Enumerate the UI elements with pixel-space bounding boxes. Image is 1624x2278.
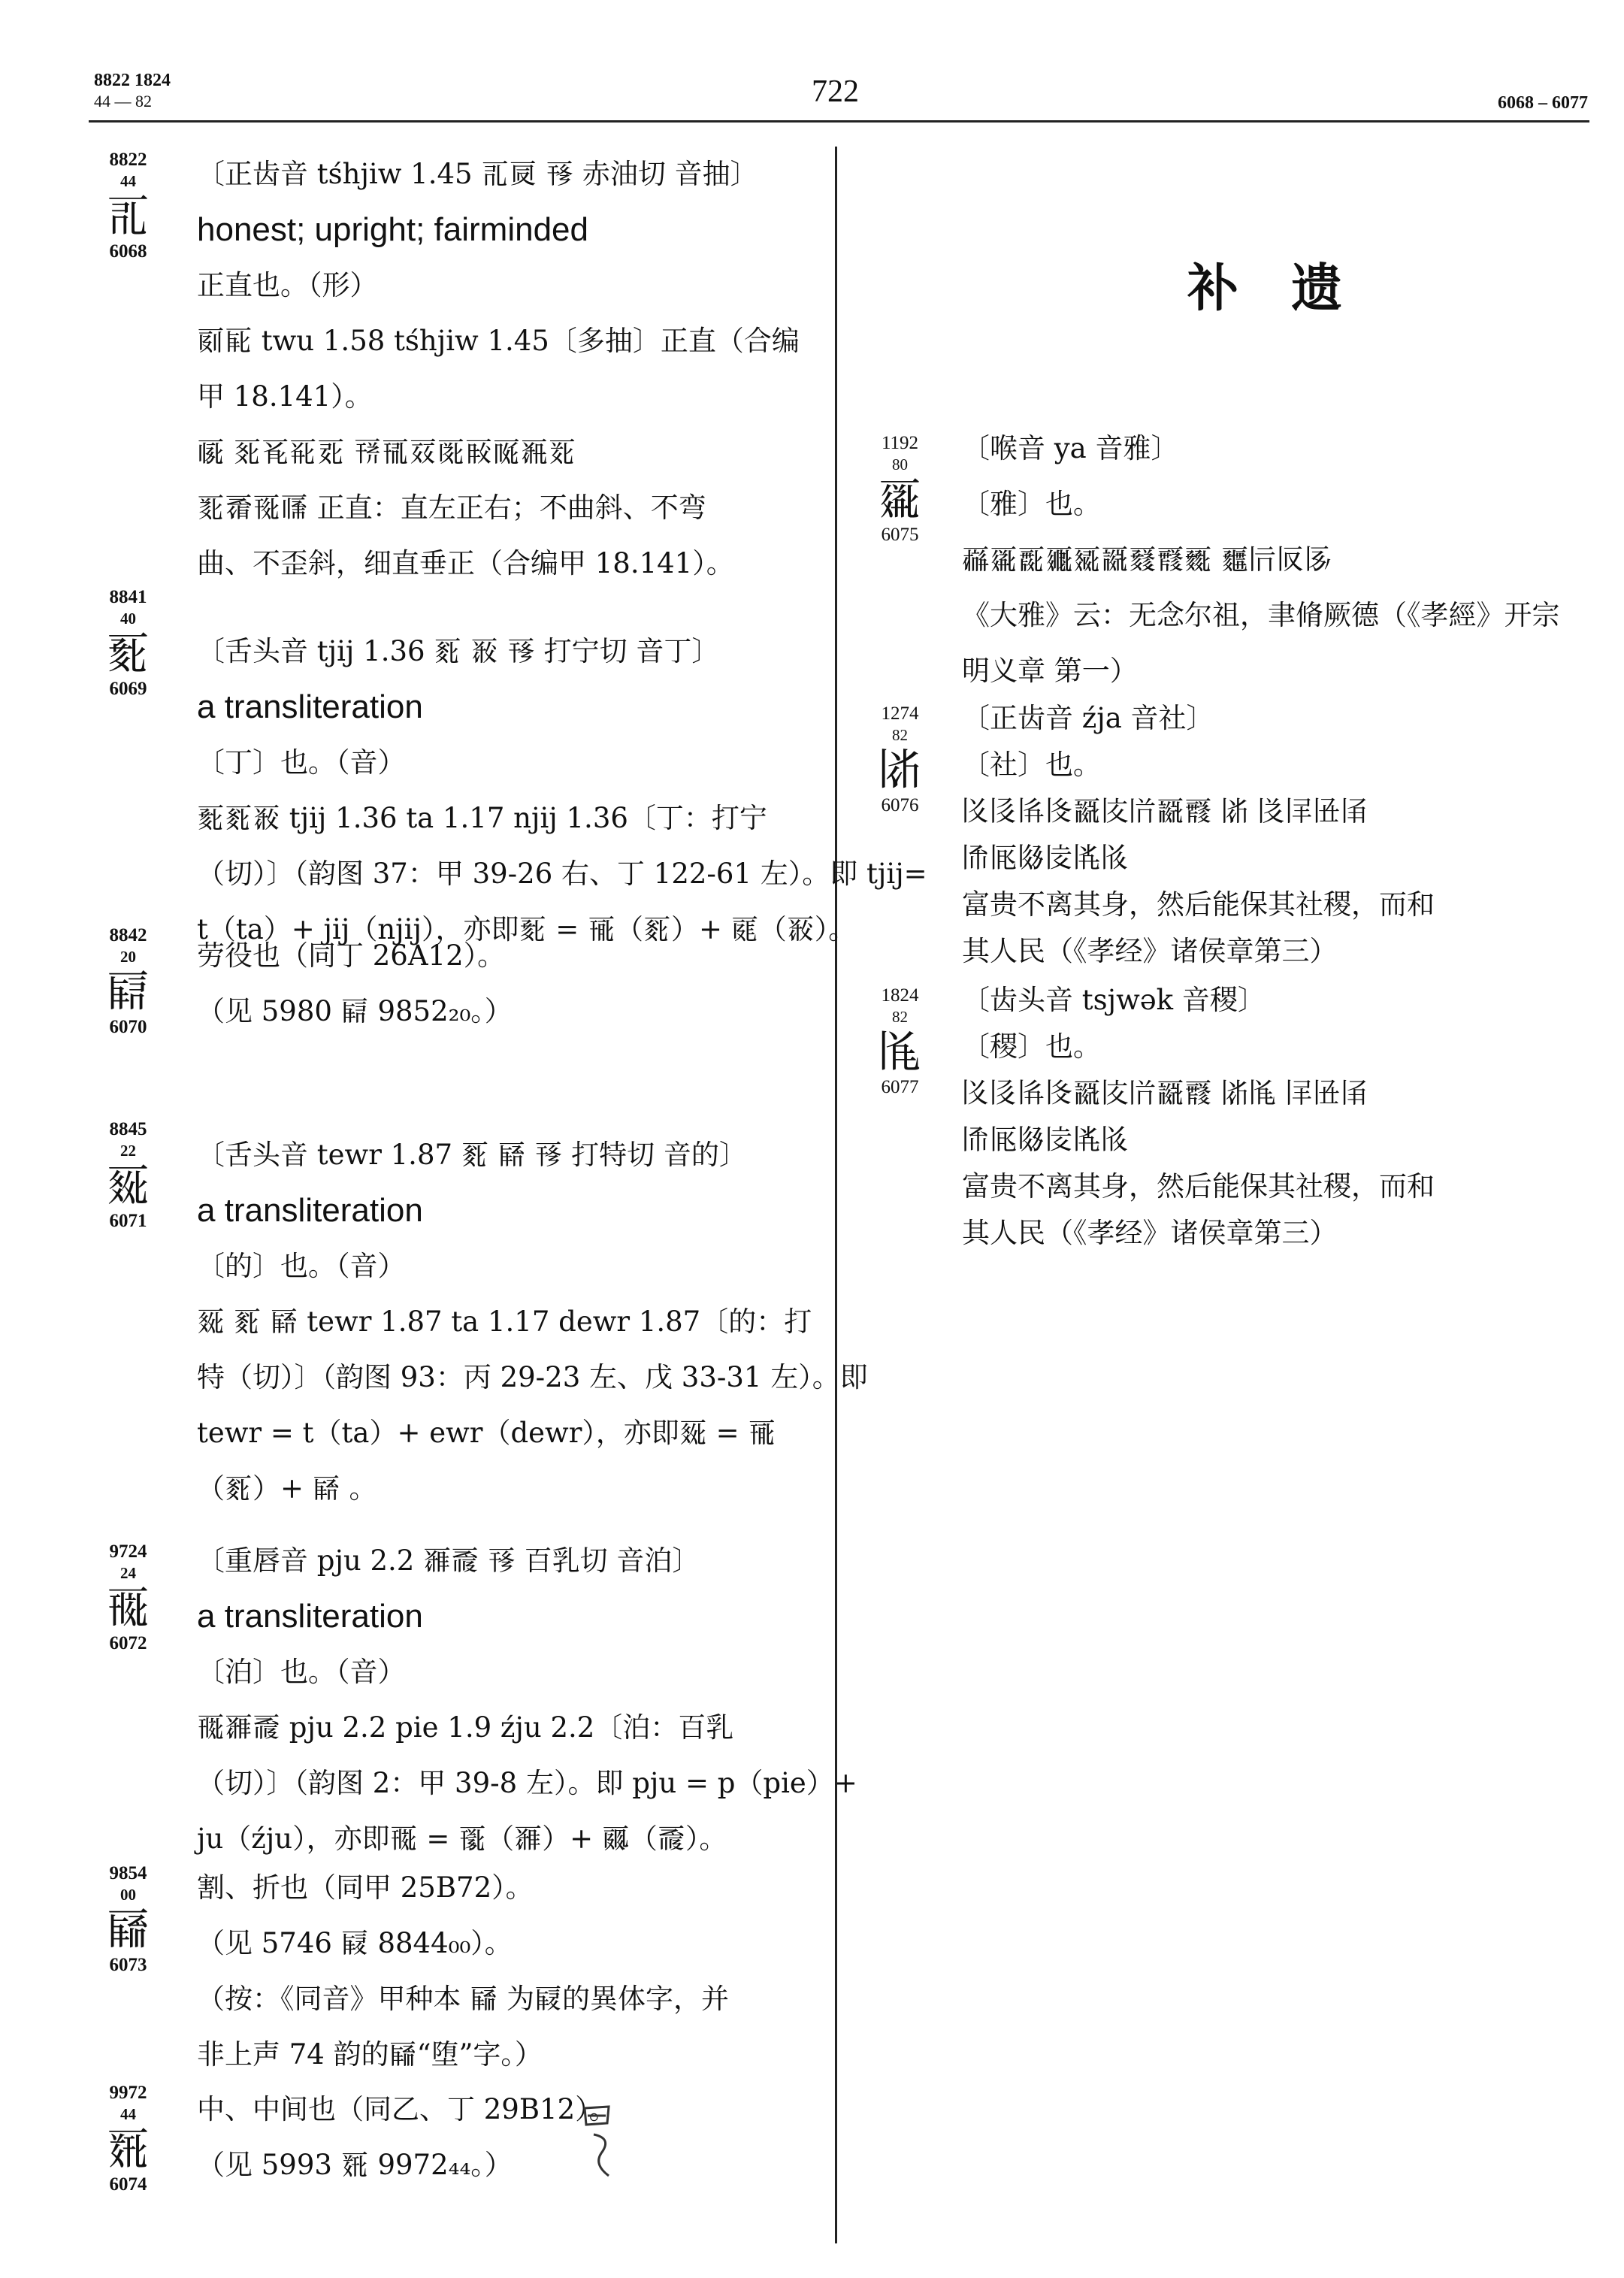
entry-body [197,1860,729,2083]
entry-line: 〔丁〕也。（音） [197,746,406,779]
page-number: 722 [812,74,859,109]
entry-code: 8822 [109,150,147,170]
entry-line: 𗀾𗀿𗁀𗁁𗁂𗁃 [962,1124,1129,1156]
entry-line: 〔社〕也。 [962,749,1101,781]
entry-id: 6074 [109,2174,147,2195]
entry-subcode: 00 [120,1886,136,1904]
entry-subcode: 44 [120,2105,136,2123]
entry-line: 中、中间也（同乙、丁 29B12）。 [197,2093,617,2125]
entry-line: 正直也。（形） [197,269,378,301]
entry-line: （切）〕（韵图 2：甲 39-8 左）。即 pju = p（pie）+ [197,1767,857,1799]
entry-id: 6072 [109,1633,147,1653]
entry-line: 《大雅》云：无念尔祖，聿脩厥德（《孝經》开宗 [962,599,1560,631]
header-rule [89,120,1589,123]
entry-line: 𗀠𗀞𗀟 pju 2.2 pie 1.9 źju 2.2〔泊：百乳 [197,1711,734,1744]
entry-subcode: 44 [120,172,136,190]
entry-id: 6070 [109,1017,147,1037]
entry-line: （见 5993 𗀥 9972₄₄。） [197,2149,513,2181]
entry-line: 𗀳𗀴𗀵𗀶𗀫𗀷𗀸𗀫𗀭 𗀹𗁄 𗀻𗀼𗀽 [962,1077,1369,1109]
entry-number-block [96,1862,160,1977]
entry-line: 𗀒𗀓𗀔𗀕 正直：直左正右；不曲斜、不弯 [197,492,706,524]
entry-code: 1824 [881,985,919,1006]
entry-number-block [868,703,932,817]
entry-line: 𗀳𗀴𗀵𗀶𗀫𗀷𗀸𗀫𗀭 𗀹 𗀺𗀻𗀼𗀽 [962,795,1369,827]
entry-line: tewr = t（ta）+ ewr（dewr），亦即𗀝 = 𗀙 [197,1417,776,1449]
entry-line: 其人民（《孝经》诸侯章第三） [962,1217,1338,1249]
entry-line: 富贵不离其身，然后能保其社稷，而和 [962,888,1435,921]
entry-line: 〔正齿音 źja 音社〕 [962,702,1214,734]
entry-line: （𗀖）+ 𗀜 。 [197,1472,377,1505]
entry-body [197,1127,868,1517]
entry-body [197,1533,857,1867]
supplement-title: 补遗 [1187,259,1396,319]
handwritten-mark-icon [579,2101,620,2183]
entry-subcode: 82 [892,726,908,744]
entry-line: 〔齿头音 tsjwək 音稷〕 [962,984,1266,1016]
entry-gloss: a transliteration [197,1598,423,1635]
entry-code: 8842 [109,925,147,945]
entry-line: 〔喉音 ya 音雅〕 [962,432,1179,464]
entry-number-block [868,432,932,546]
entry-number-block [868,985,932,1099]
entry-subcode: 20 [120,948,136,966]
entry-id: 6075 [881,525,919,545]
entry-body [962,421,1560,699]
entry-code: 8845 [109,1119,147,1139]
entry-subcode: 24 [120,1564,136,1582]
tangut-glyph: 𗀠 [106,1582,150,1633]
entry-body [962,695,1435,975]
entry-line: （见 5746 𗀣 8844₀₀）。 [197,1927,513,1959]
header-left-top: 8822 1824 [94,71,171,90]
entry-line: 𗀦𗀧𗀨𗀩𗀪𗀫𗀬𗀭𗀮 𗀯𗀰𗀱𗀲 [962,543,1332,576]
tangut-glyph: 𗀧 [878,473,922,525]
entry-line: 〔稷〕也。 [962,1030,1101,1063]
header-left-bottom: 44 — 82 [94,92,152,110]
tangut-glyph: 𗀛 [106,966,150,1017]
entry-line: 𗀝 𗀖 𗀜 tewr 1.87 ta 1.17 dewr 1.87〔的：打 [197,1305,812,1338]
entry-number-block [96,1118,160,1233]
entry-id: 6077 [881,1077,919,1097]
entry-body [197,624,927,957]
entry-code: 9854 [109,1863,147,1883]
entry-id: 6071 [109,1211,147,1231]
entry-line: 𗀾𗀿𗁀𗁁𗁂𗁃 [962,842,1129,874]
tangut-glyph: 𗀀 [106,190,150,241]
entry-line: t（ta）+ jij（njij），亦即𗀘 = 𗀙（𗀖）+ 𗀚（𗀗）。 [197,913,857,945]
tangut-glyph: 𗀹 [878,744,922,795]
entry-code: 1192 [881,433,919,453]
entry-line: 〔舌头音 tjij 1.36 𗀖 𗀗 𗀂 打宁切 音丁〕 [197,635,720,667]
tangut-glyph: 𗁄 [878,1026,922,1077]
entry-gloss: honest; upright; fairminded [197,211,588,248]
entry-id: 6073 [109,1955,147,1975]
entry-id: 6076 [881,795,919,815]
entry-line: 〔正齿音 tśhjiw 1.45 𗀀𗀁 𗀂 赤油切 音抽〕 [197,158,758,190]
entry-line: （按：《同音》甲种本 𗀤 为𗀣的異体字，并 [197,1983,730,2015]
entry-line: 明义章 第一） [962,655,1138,687]
entry-line: ju（źju），亦即𗀠 = 𗀡（𗀞）+ 𗀢（𗀟）。 [197,1823,727,1855]
entry-line: 曲、不歪斜，细直垂正（合编甲 18.141）。 [197,547,734,579]
entry-line: 劳役也（同丁 26A12）。 [197,939,506,972]
entry-line: 〔泊〕也。（音） [197,1656,406,1688]
header-left-numbers [94,70,171,112]
entry-number-block [96,2082,160,2196]
entry-number-block [96,586,160,700]
entry-line: 其人民（《孝经》诸侯章第三） [962,935,1338,967]
entry-body [197,928,513,1039]
entry-code: 9724 [109,1541,147,1562]
entry-number-block [96,924,160,1039]
entry-line: 割、折也（同甲 25B72）。 [197,1871,534,1904]
entry-code: 8841 [109,587,147,607]
entry-line: 𗀅 𗀆𗀇𗀈𗀉 𗀊𗀋𗀌𗀍𗀎𗀏𗀐𗀑 [197,436,576,468]
entry-line: 〔雅〕也。 [962,488,1101,520]
entry-line: 𗀘𗀖𗀗 tjij 1.36 ta 1.17 njij 1.36〔丁：打宁 [197,802,767,834]
entry-subcode: 40 [120,610,136,628]
tangut-glyph: 𗀥 [106,2123,150,2174]
entry-number-block [96,1541,160,1655]
entry-line: 非上声 74 韵的𗀤“堕”字。） [197,2038,543,2071]
entry-id: 6069 [109,679,147,699]
entry-line: 〔的〕也。（音） [197,1250,406,1282]
tangut-glyph: 𗀝 [106,1160,150,1211]
entry-line: 甲 18.141）。 [197,380,373,413]
entry-line: 𗀃𗀄 twu 1.58 tśhjiw 1.45〔多抽〕正直（合编 [197,325,800,357]
entry-line: 〔舌头音 tewr 1.87 𗀖 𗀜 𗀂 打特切 音的〕 [197,1139,747,1171]
entry-body [962,977,1435,1257]
entry-line: 特（切）〕（韵图 93：丙 29-23 左、戊 33-31 左）。即 [197,1361,868,1393]
entry-id: 6068 [109,241,147,262]
header-right-range: 6068 – 6077 [1498,93,1588,113]
entry-line: 〔重唇音 pju 2.2 𗀞𗀟 𗀂 百乳切 音泊〕 [197,1544,700,1577]
entry-code: 1274 [881,703,919,724]
entry-subcode: 22 [120,1142,136,1160]
entry-line: （见 5980 𗀛 9852₂₀。） [197,995,513,1027]
entry-body [197,2082,617,2193]
entry-line: （切）〕（韵图 37：甲 39-26 右、丁 122-61 左）。即 tjij= [197,858,927,890]
tangut-glyph: 𗀤 [106,1904,150,1955]
entry-line: 富贵不离其身，然后能保其社稷，而和 [962,1170,1435,1203]
entry-number-block [96,149,160,263]
entry-code: 9972 [109,2083,147,2103]
entry-gloss: a transliteration [197,688,423,725]
entry-subcode: 82 [892,1008,908,1026]
entry-subcode: 80 [892,455,908,473]
tangut-glyph: 𗀘 [106,628,150,679]
entry-gloss: a transliteration [197,1192,423,1229]
entry-body [197,147,800,591]
